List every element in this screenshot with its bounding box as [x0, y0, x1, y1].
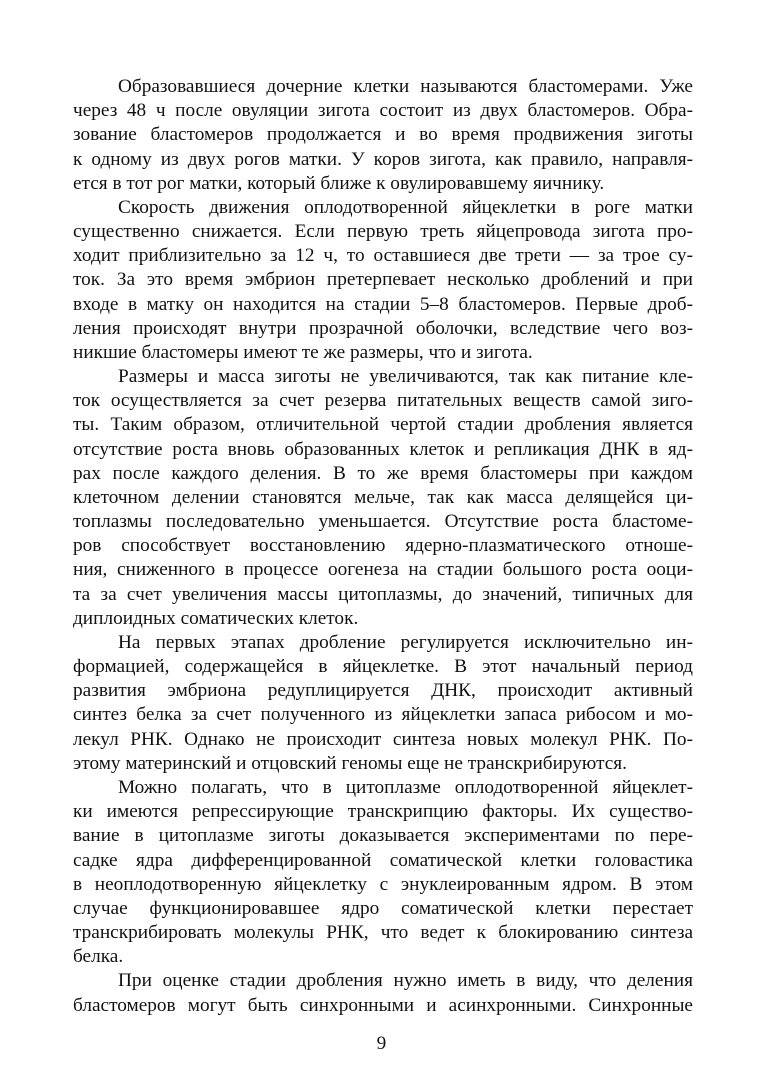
text-line: транскрибировать молекулы РНК, что ведет к блокированию синтеза	[73, 922, 693, 944]
text-line: вание в цитоплазме зиготы доказывается экспериментами по пере-	[73, 825, 693, 847]
text-line: ты. Таким образом, отличительной чертой стадии дробления является	[73, 414, 693, 436]
text-line: ров способствует восстановлению ядерно-плазматического отноше-	[73, 535, 693, 557]
text-line: Скорость движения оплодотворенной яйцеклетки в роге матки	[118, 196, 693, 218]
text-line: ния, сниженного в процессе оогенеза на стадии большого роста ооци-	[73, 559, 693, 581]
paragraph	[73, 365, 693, 631]
text-line: отсутствие роста вновь образованных клеток и репликация ДНК в яд-	[73, 438, 693, 460]
paragraph	[73, 196, 693, 365]
text-line: клеточном делении становятся мельче, так как масса делящейся ци-	[73, 486, 693, 508]
paragraph	[73, 776, 693, 969]
page-number: 9	[376, 1033, 387, 1054]
text-line: топлазмы последовательно уменьшается. Отсутствие роста бластоме-	[73, 511, 693, 533]
text-line: никшие бластомеры имеют те же размеры, что и зигота.	[73, 341, 533, 363]
text-line: синтез белка за счет полученного из яйцеклетки запаса рибосом и мо-	[73, 704, 693, 726]
body-text	[73, 75, 693, 1018]
text-line: ется в тот рог матки, который ближе к овулировавшему яичнику.	[73, 172, 605, 194]
text-line: Можно полагать, что в цитоплазме оплодотворенной яйцеклет-	[118, 776, 693, 798]
text-line: входе в матку он находится на стадии 5–8 бластомеров. Первые дроб-	[73, 293, 693, 315]
text-line: существенно снижается. Если первую треть яйцепровода зигота про-	[73, 221, 693, 243]
text-line: рах после каждого деления. В то же время бластомеры при каждом	[73, 462, 693, 484]
paragraph	[73, 75, 693, 196]
text-line: диплоидных соматических клеток.	[73, 607, 359, 629]
text-line: случае функционировавшее ядро соматической клетки перестает	[73, 897, 693, 919]
text-line: садке ядра дифференцированной соматической клетки головастика	[73, 849, 693, 871]
text-line: бластомеров могут быть синхронными и асинхронными. Синхронные	[73, 994, 693, 1016]
text-line: белка.	[73, 946, 124, 968]
text-line: к одному из двух рогов матки. У коров зигота, как правило, направля-	[73, 148, 693, 170]
paragraph	[73, 631, 693, 776]
paragraph	[73, 969, 693, 1017]
text-line: Размеры и масса зиготы не увеличиваются, так как питание кле-	[118, 366, 693, 388]
text-line: этому материнский и отцовский геномы еще не транскрибируются.	[73, 752, 627, 774]
text-line: ходит приблизительно за 12 ч, то оставшиеся две трети — за трое су-	[73, 245, 693, 267]
text-line: ток. За это время эмбрион претерпевает несколько дроблений и при	[73, 269, 693, 291]
text-line: Образовавшиеся дочерние клетки называются бластомерами. Уже	[118, 76, 693, 97]
text-line: развития эмбриона редуплицируется ДНК, происходит активный	[73, 680, 693, 702]
text-line: ления происходят внутри прозрачной оболочки, вследствие чего воз-	[73, 317, 693, 339]
text-line: ток осуществляется за счет резерва питательных веществ самой зиго-	[73, 390, 693, 412]
text-line: зование бластомеров продолжается и во время продвижения зиготы	[73, 124, 693, 146]
text-line: формацией, содержащейся в яйцеклетке. В этот начальный период	[73, 656, 693, 678]
text-line: та за счет увеличения массы цитоплазмы, до значений, типичных для	[73, 583, 693, 605]
text-line: через 48 ч после овуляции зигота состоит из двух бластомеров. Обра-	[73, 100, 693, 122]
text-line: ки имеются репрессирующие транскрипцию факторы. Их существо-	[73, 801, 693, 823]
text-line: При оценке стадии дробления нужно иметь в виду, что деления	[118, 970, 693, 992]
text-line: На первых этапах дробление регулируется исключительно ин-	[118, 631, 693, 653]
text-line: в неоплодотворенную яйцеклетку с энуклеированным ядром. В этом	[73, 873, 693, 895]
text-line: лекул РНК. Однако не происходит синтеза новых молекул РНК. По-	[73, 728, 693, 750]
